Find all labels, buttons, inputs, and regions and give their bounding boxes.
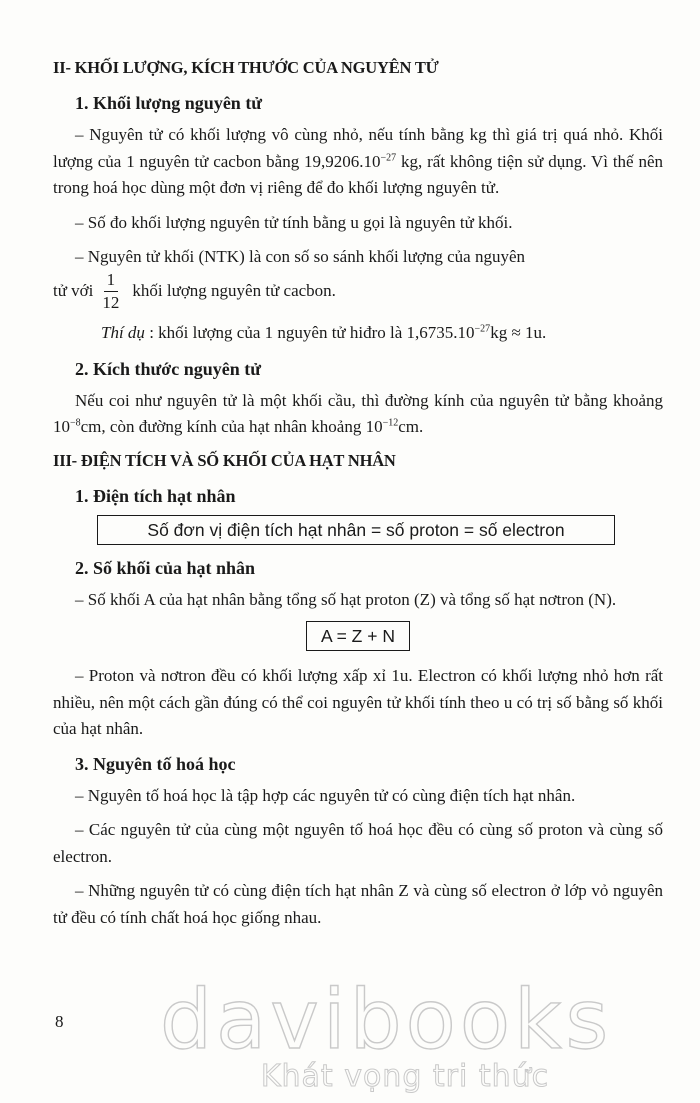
text-segment: kg ≈ 1u.: [490, 322, 547, 342]
paragraph-proton-neutron-mass: – Proton và nơtron đều có khối lượng xấp xỉ 1u. Electron có khối lượng nhỏ hơn rất nhiều, nên một cách gần đúng có thể coi nguyên tử khối tính theo u có trị số bằng số khối của hạt nhân.: [53, 666, 663, 738]
watermark-tagline: Khát vọng tri thức: [260, 1059, 550, 1094]
text-segment: kg, rất không tiện sử dụng. Vì thế nên trong hoá học dùng một đơn vị riêng để đo khối lượng nguyên tử.: [53, 151, 663, 197]
subheading-atomic-mass: 1. Khối lượng nguyên tử: [75, 93, 263, 113]
subheading-nuclear-charge: 1. Điện tích hạt nhân: [75, 485, 236, 506]
subheading-atomic-size: 2. Kích thước nguyên tử: [75, 358, 262, 379]
paragraph-ntk-definition: – Nguyên tử khối (NTK) là con số so sánh khối lượng của nguyên: [75, 247, 525, 266]
formula-wrap: [53, 621, 663, 651]
ntk-fraction-line: [53, 269, 663, 314]
paragraph-atomic-mass-intro: [53, 122, 663, 202]
paragraph-element-definition: – Nguyên tố hoá học là tập hợp các nguyên tử có cùng điện tích hạt nhân.: [75, 785, 576, 805]
formula-box-mass-number: A = Z + N: [306, 621, 410, 651]
paragraph-atomic-size: [53, 388, 663, 441]
exponent: −27: [474, 322, 491, 334]
fraction-denominator: 12: [102, 292, 120, 312]
fraction-one-twelfth: [99, 269, 122, 314]
exponent: −27: [380, 151, 397, 163]
paragraph-atomic-mass-unit: – Số đo khối lượng nguyên tử tính bằng u gọi là nguyên tử khối.: [75, 212, 513, 232]
subheading-chemical-element: 3. Nguyên tố hoá học: [75, 753, 236, 774]
text-segment: Nếu coi như nguyên tử là một khối cầu, thì đường kính của nguyên tử bằng khoảng 10: [53, 390, 663, 436]
example-hydrogen-mass: [101, 320, 663, 346]
text-segment: : khối lượng của 1 nguyên tử hiđro là 1,6735.10: [144, 322, 475, 342]
subheading-mass-number: 2. Số khối của hạt nhân: [75, 557, 256, 578]
watermark-logo: davibooks: [160, 973, 613, 1068]
text-segment: tử với: [53, 281, 94, 300]
exponent: −12: [382, 417, 399, 429]
section-heading-mass-size: II- KHỐI LƯỢNG, KÍCH THƯỚC CỦA NGUYÊN TỬ: [53, 58, 439, 77]
paragraph-mass-number-definition: – Số khối A của hạt nhân bằng tổng số hạt proton (Z) và tổng số hạt nơtron (N).: [75, 589, 617, 609]
text-segment: – Nguyên tử có khối lượng vô cùng nhỏ, nếu tính bằng kg thì giá trị quá nhỏ. Khối lượng của 1 nguyên tử cacbon bằng 19,9206.10: [53, 125, 663, 171]
fraction-numerator: 1: [104, 269, 119, 292]
document-page: [53, 56, 663, 939]
paragraph-element-chemical-properties: – Những nguyên tử có cùng điện tích hạt nhân Z và cùng số electron ở lớp vỏ nguyên tử đều có tính chất hoá học giống nhau.: [53, 881, 663, 927]
example-label: Thí dụ: [101, 322, 145, 342]
text-segment: cm.: [398, 417, 424, 436]
page-number: 8: [55, 1012, 64, 1031]
text-segment: cm, còn đường kính của hạt nhân khoảng 10: [80, 417, 383, 436]
exponent: −8: [70, 417, 81, 429]
paragraph-element-proton-electron: – Các nguyên tử của cùng một nguyên tố hoá học đều có cùng số proton và cùng số electron.: [53, 820, 663, 866]
section-heading-charge-mass-number: III- ĐIỆN TÍCH VÀ SỐ KHỐI CỦA HẠT NHÂN: [53, 450, 396, 470]
text-segment: khối lượng nguyên tử cacbon.: [132, 281, 336, 300]
formula-box-nuclear-charge: Số đơn vị điện tích hạt nhân = số proton = số electron: [97, 515, 615, 545]
